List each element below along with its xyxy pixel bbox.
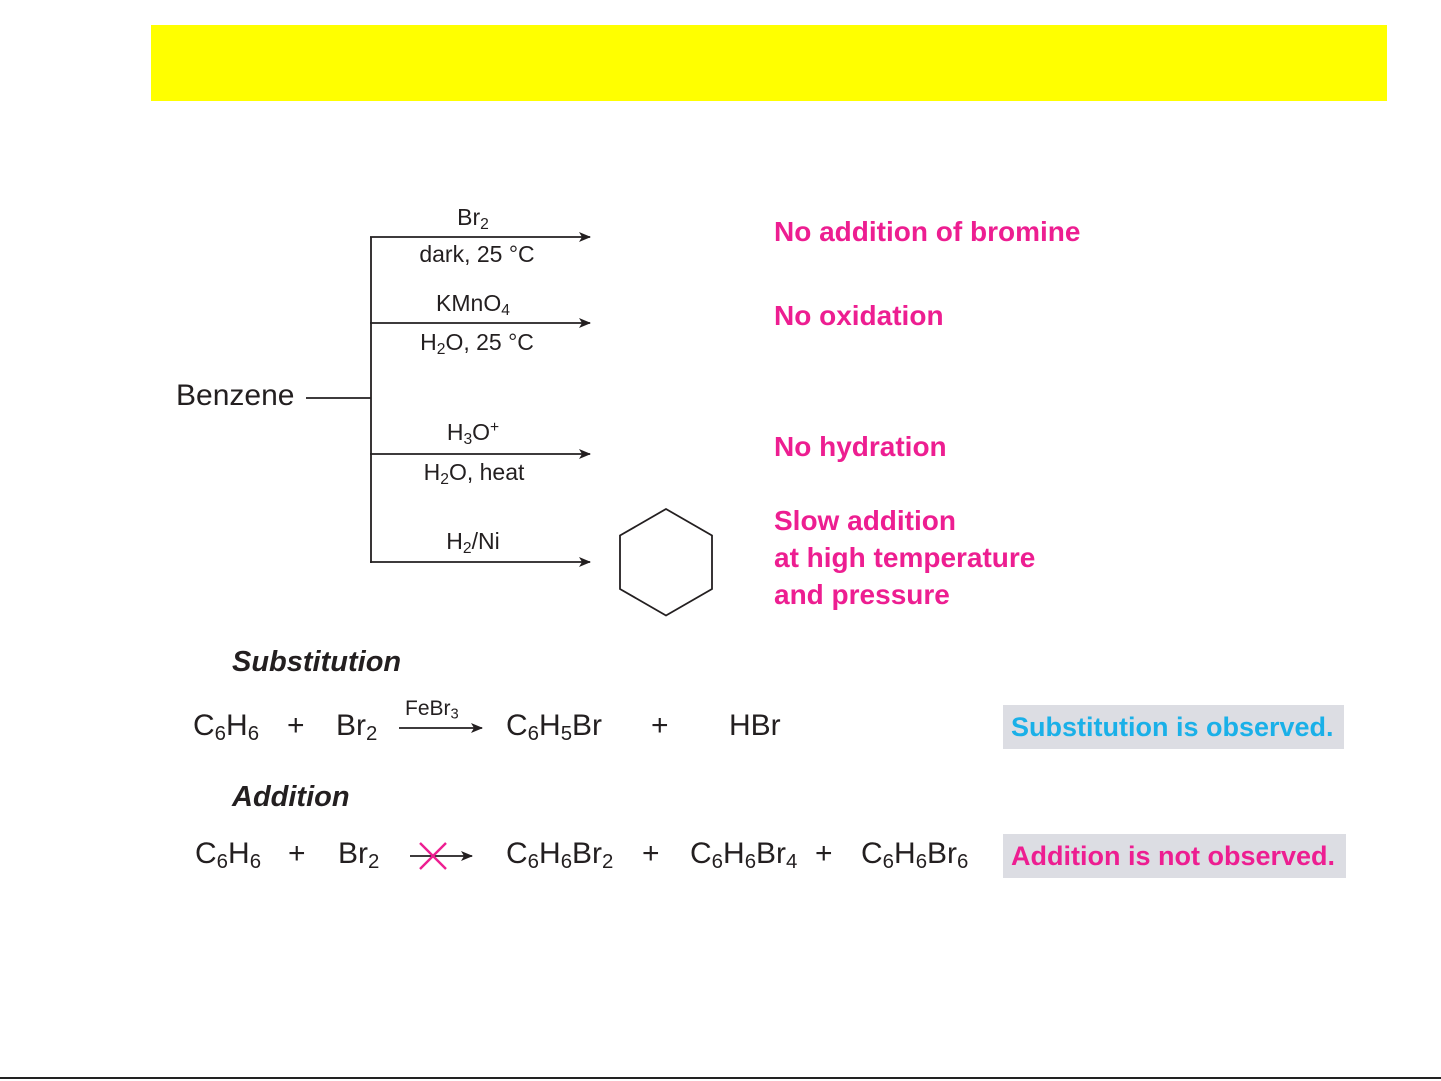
hexagon-ring-icon [620,509,712,616]
reactant-br2: $Br_2$ [336,709,378,746]
substitution-observation: Substitution is observed. [1003,705,1344,749]
addition-heading: Addition [232,781,350,813]
plus-sign: + [288,837,306,870]
reactant-c6h6: $C_6H_6$ [193,709,260,746]
product-c6h5br: $C_6H_5Br$ [506,709,603,746]
plus-sign: + [815,837,833,870]
start-label: Benzene [176,379,295,412]
reagent-below-2: $H_2O$, 25 °C [420,329,534,358]
result-4-line-2: at high temperature [774,542,1036,573]
bottom-rule [0,1077,1441,1079]
reactant-c6h6: $C_6H_6$ [195,837,262,874]
result-2: No oxidation [774,300,944,331]
result-4-line-1: Slow addition [774,505,956,536]
product-c6h6br4: $C_6H_6Br_4$ [690,837,798,874]
substitution-heading: Substitution [232,646,402,678]
reagent-above-1: $Br_2$ [457,204,489,233]
plus-sign: + [651,709,669,742]
reagent-above-4: $H_2/Ni$ [446,528,500,557]
reagent-below-1: dark, 25 °C [419,241,535,267]
result-4-line-3: and pressure [774,579,950,610]
addition-observation: Addition is not observed. [1003,834,1346,878]
result-3: No hydration [774,431,947,462]
reagent-above-3: $H_3O^+$ [446,419,500,448]
reagent-below-3: $H_2O$, heat [423,459,525,488]
reactant-br2: $Br_2$ [338,837,380,874]
product-c6h6br2: $C_6H_6Br_2$ [506,837,614,874]
product-c6h6br6: $C_6H_6Br_6$ [861,837,969,874]
reagent-above-2: KMnO$_4$ [436,290,510,319]
catalyst-label: FeBr$_3$ [405,697,459,723]
result-4 [774,502,1035,613]
result-1: No addition of bromine [774,216,1081,247]
plus-sign: + [287,709,305,742]
product-hbr: HBr [729,709,781,742]
plus-sign: + [642,837,660,870]
